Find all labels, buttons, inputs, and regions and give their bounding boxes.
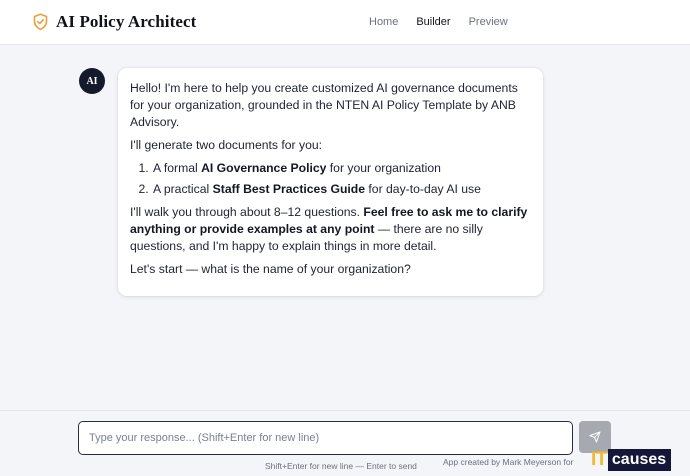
message-intro: Hello! I'm here to help you create customized AI governance documents for your organization, grounded in the NTEN AI Policy Template by ANB Advisory. — [130, 81, 518, 129]
response-input[interactable] — [78, 421, 573, 455]
main-nav — [369, 16, 508, 28]
document-list — [152, 160, 531, 198]
ai-avatar: AI — [79, 68, 105, 94]
message-walkthrough: I'll walk you through about 8–12 questions. Feel free to ask me to clarify anything or provide examples at any point — there are no silly questions, and I'm happy to explain things in more detail. — [130, 205, 528, 253]
list-item: 2. A practical Staff Best Practices Guide for day-to-day AI use — [152, 181, 531, 198]
app-header — [0, 0, 690, 45]
keyboard-hint: Shift+Enter for new line — Enter to send — [265, 461, 417, 471]
app-credit: App created by Mark Meyerson for — [443, 457, 574, 467]
send-icon — [589, 431, 601, 443]
nav-preview[interactable]: Preview — [468, 16, 508, 28]
it4causes-logo[interactable] — [590, 449, 671, 471]
message-generate: I'll generate two documents for you: — [130, 138, 323, 152]
message-question: Let's start — what is the name of your organization? — [130, 262, 411, 276]
brand[interactable] — [33, 12, 196, 32]
assistant-message — [118, 68, 543, 296]
app-title: AI Policy Architect — [56, 12, 197, 31]
logo-it-text: IT — [591, 449, 607, 470]
list-item: 1. A formal AI Governance Policy for your organization — [152, 160, 531, 177]
nav-builder[interactable]: Builder — [416, 16, 451, 28]
nav-home[interactable]: Home — [369, 16, 399, 28]
shield-check-icon — [33, 13, 48, 31]
logo-causes-text: causes — [608, 449, 671, 471]
